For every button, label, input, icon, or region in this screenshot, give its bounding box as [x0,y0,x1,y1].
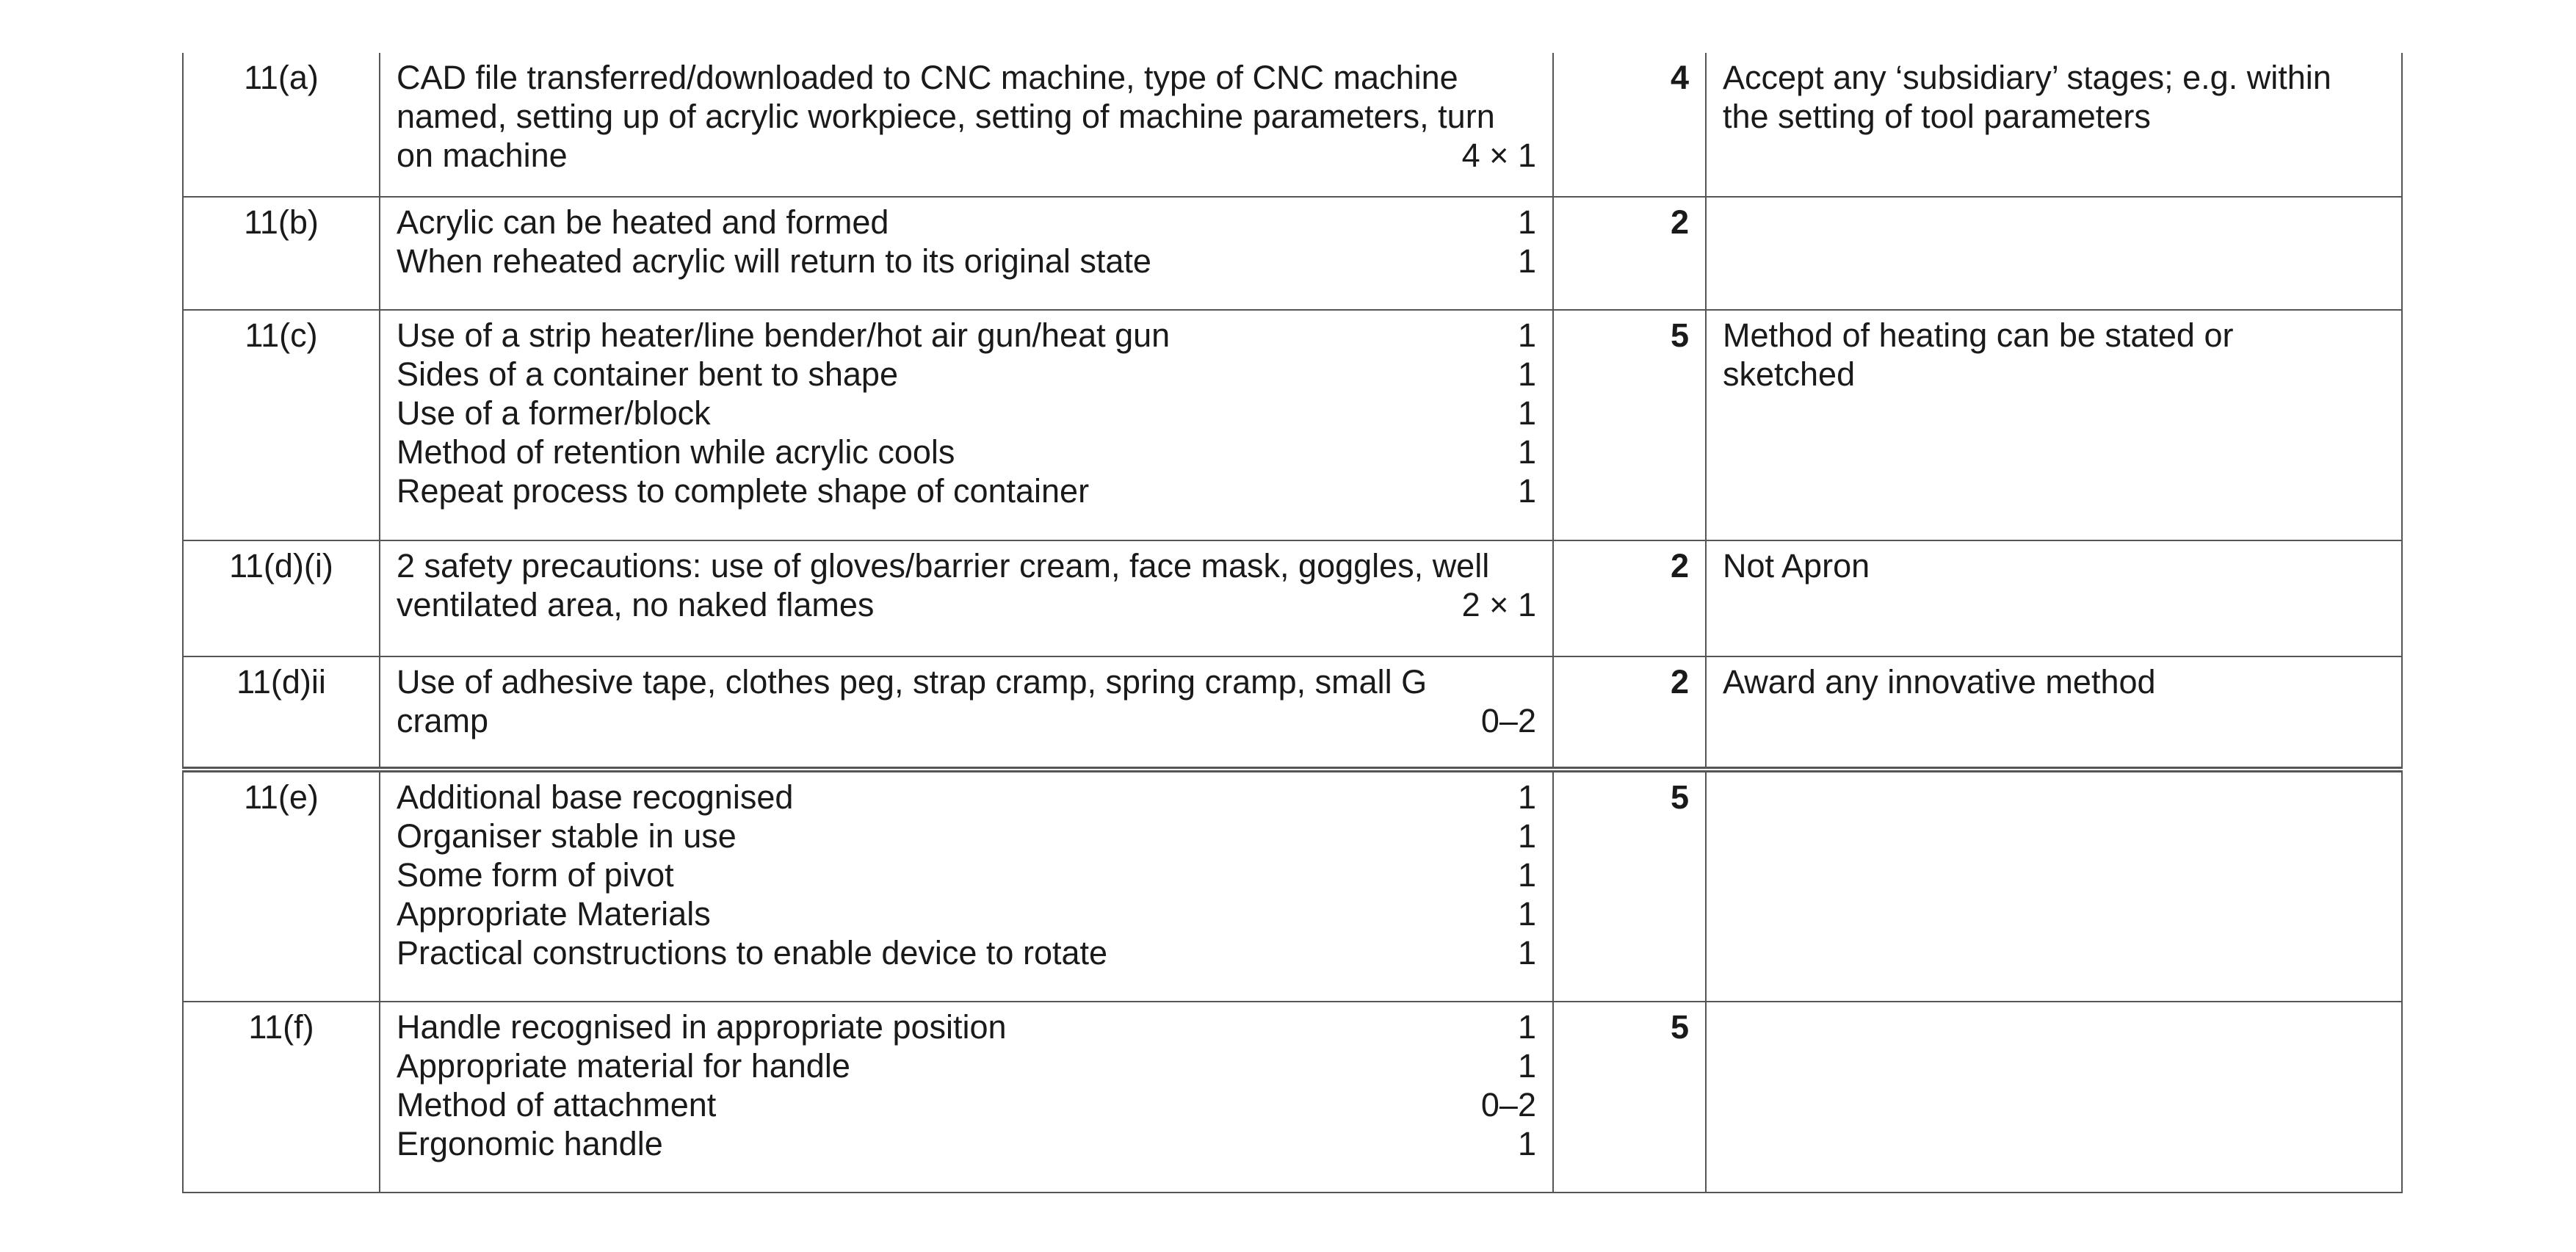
guidance-cell [1706,53,2402,197]
answer-text: named, setting up of acrylic workpiece, setting of machine parameters, turn [397,98,1495,135]
question-number: 11(b) [183,197,380,310]
answer-line [397,778,1536,817]
guidance-cell [1706,656,2402,770]
answer-text: Organiser stable in use [397,817,737,855]
table-row [183,310,2402,540]
answer-line [397,136,1536,175]
answer-cell [380,53,1553,197]
total-marks [1553,770,1706,1002]
line-mark: 1 [1517,242,1536,280]
total-marks [1553,53,1706,197]
table-row [183,1002,2402,1193]
total-marks-value: 2 [1670,203,1689,241]
guidance-line: the setting of tool parameters [1723,98,2151,135]
line-mark: 1 [1517,394,1536,432]
answer-line [397,546,1536,585]
table-row [183,770,2402,1002]
answer-text: Use of adhesive tape, clothes peg, strap cramp, spring cramp, small G [397,663,1428,701]
answer-line [397,855,1536,894]
mark-scheme-table [182,53,2403,1193]
total-marks-value: 5 [1670,316,1689,354]
answer-line [397,433,1536,471]
guidance-cell [1706,540,2402,656]
answer-text: Some form of pivot [397,856,674,894]
answer-line [397,1124,1536,1163]
answer-text: Appropriate material for handle [397,1047,850,1085]
answer-text: ventilated area, no naked flames [397,586,875,623]
answer-cell [380,540,1553,656]
guidance-cell [1706,310,2402,540]
guidance-line: Accept any ‘subsidiary’ stages; e.g. within [1723,59,2331,96]
answer-line [397,203,1536,242]
question-number: 11(d)ii [183,656,380,770]
mark-scheme-body [183,53,2402,1193]
answer-text: Use of a former/block [397,394,711,432]
line-mark: 4 × 1 [1461,137,1536,174]
table-row [183,656,2402,770]
question-number: 11(c) [183,310,380,540]
line-mark: 1 [1517,856,1536,894]
total-marks [1553,656,1706,770]
answer-cell [380,310,1553,540]
line-mark: 0–2 [1480,702,1536,739]
line-mark: 1 [1517,934,1536,971]
answer-line [397,1046,1536,1085]
total-marks-value: 5 [1670,1008,1689,1046]
answer-text: When reheated acrylic will return to its original state [397,242,1151,280]
line-mark: 1 [1517,895,1536,933]
answer-line [397,394,1536,433]
line-mark: 1 [1517,433,1536,471]
total-marks [1553,540,1706,656]
total-marks [1553,197,1706,310]
answer-text: Practical constructions to enable device to rotate [397,934,1108,971]
table-row [183,197,2402,310]
answer-text: Method of retention while acrylic cools [397,433,955,471]
answer-line [397,1085,1536,1124]
answer-line [397,701,1536,740]
answer-cell [380,197,1553,310]
line-mark: 1 [1517,472,1536,510]
line-mark: 1 [1517,778,1536,816]
answer-line [397,933,1536,972]
answer-text: Method of attachment [397,1086,717,1123]
table-row [183,53,2402,197]
answer-line [397,471,1536,510]
answer-line [397,662,1536,701]
answer-line [397,355,1536,394]
answer-text: cramp [397,702,489,739]
answer-text: Acrylic can be heated and formed [397,203,889,241]
total-marks-value: 2 [1670,547,1689,585]
question-number: 11(e) [183,770,380,1002]
answer-line [397,1007,1536,1046]
guidance-line: Not Apron [1723,547,1870,585]
total-marks [1553,1002,1706,1193]
answer-line [397,58,1536,97]
answer-text: Handle recognised in appropriate position [397,1008,1007,1046]
answer-text: Ergonomic handle [397,1125,663,1162]
answer-cell [380,656,1553,770]
line-mark: 1 [1517,203,1536,241]
guidance-cell [1706,1002,2402,1193]
answer-cell [380,770,1553,1002]
question-number: 11(d)(i) [183,540,380,656]
answer-line [397,242,1536,281]
line-mark: 2 × 1 [1461,586,1536,623]
guidance-line: Method of heating can be stated or [1723,316,2234,354]
question-number: 11(a) [183,53,380,197]
total-marks-value: 5 [1670,778,1689,816]
total-marks [1553,310,1706,540]
answer-cell [380,1002,1553,1193]
question-number: 11(f) [183,1002,380,1193]
line-mark: 1 [1517,1125,1536,1162]
line-mark: 1 [1517,817,1536,855]
answer-text: Repeat process to complete shape of container [397,472,1090,510]
answer-text: 2 safety precautions: use of gloves/barrier cream, face mask, goggles, well [397,547,1490,585]
answer-text: Additional base recognised [397,778,794,816]
guidance-cell [1706,770,2402,1002]
answer-text: CAD file transferred/downloaded to CNC machine, type of CNC machine [397,59,1458,96]
answer-text: Use of a strip heater/line bender/hot air gun/heat gun [397,316,1171,354]
guidance-line: sketched [1723,355,1856,393]
answer-line [397,817,1536,855]
total-marks-value: 2 [1670,663,1689,701]
guidance-cell [1706,197,2402,310]
guidance-line: Award any innovative method [1723,663,2156,701]
line-mark: 1 [1517,1047,1536,1085]
answer-text: on machine [397,137,568,174]
answer-line [397,894,1536,933]
answer-text: Sides of a container bent to shape [397,355,898,393]
line-mark: 1 [1517,316,1536,354]
answer-line [397,585,1536,624]
answer-text: Appropriate Materials [397,895,711,933]
line-mark: 1 [1517,1008,1536,1046]
total-marks-value: 4 [1670,59,1689,96]
answer-line [397,316,1536,355]
line-mark: 0–2 [1480,1086,1536,1123]
table-row [183,540,2402,656]
line-mark: 1 [1517,355,1536,393]
answer-line [397,97,1536,136]
